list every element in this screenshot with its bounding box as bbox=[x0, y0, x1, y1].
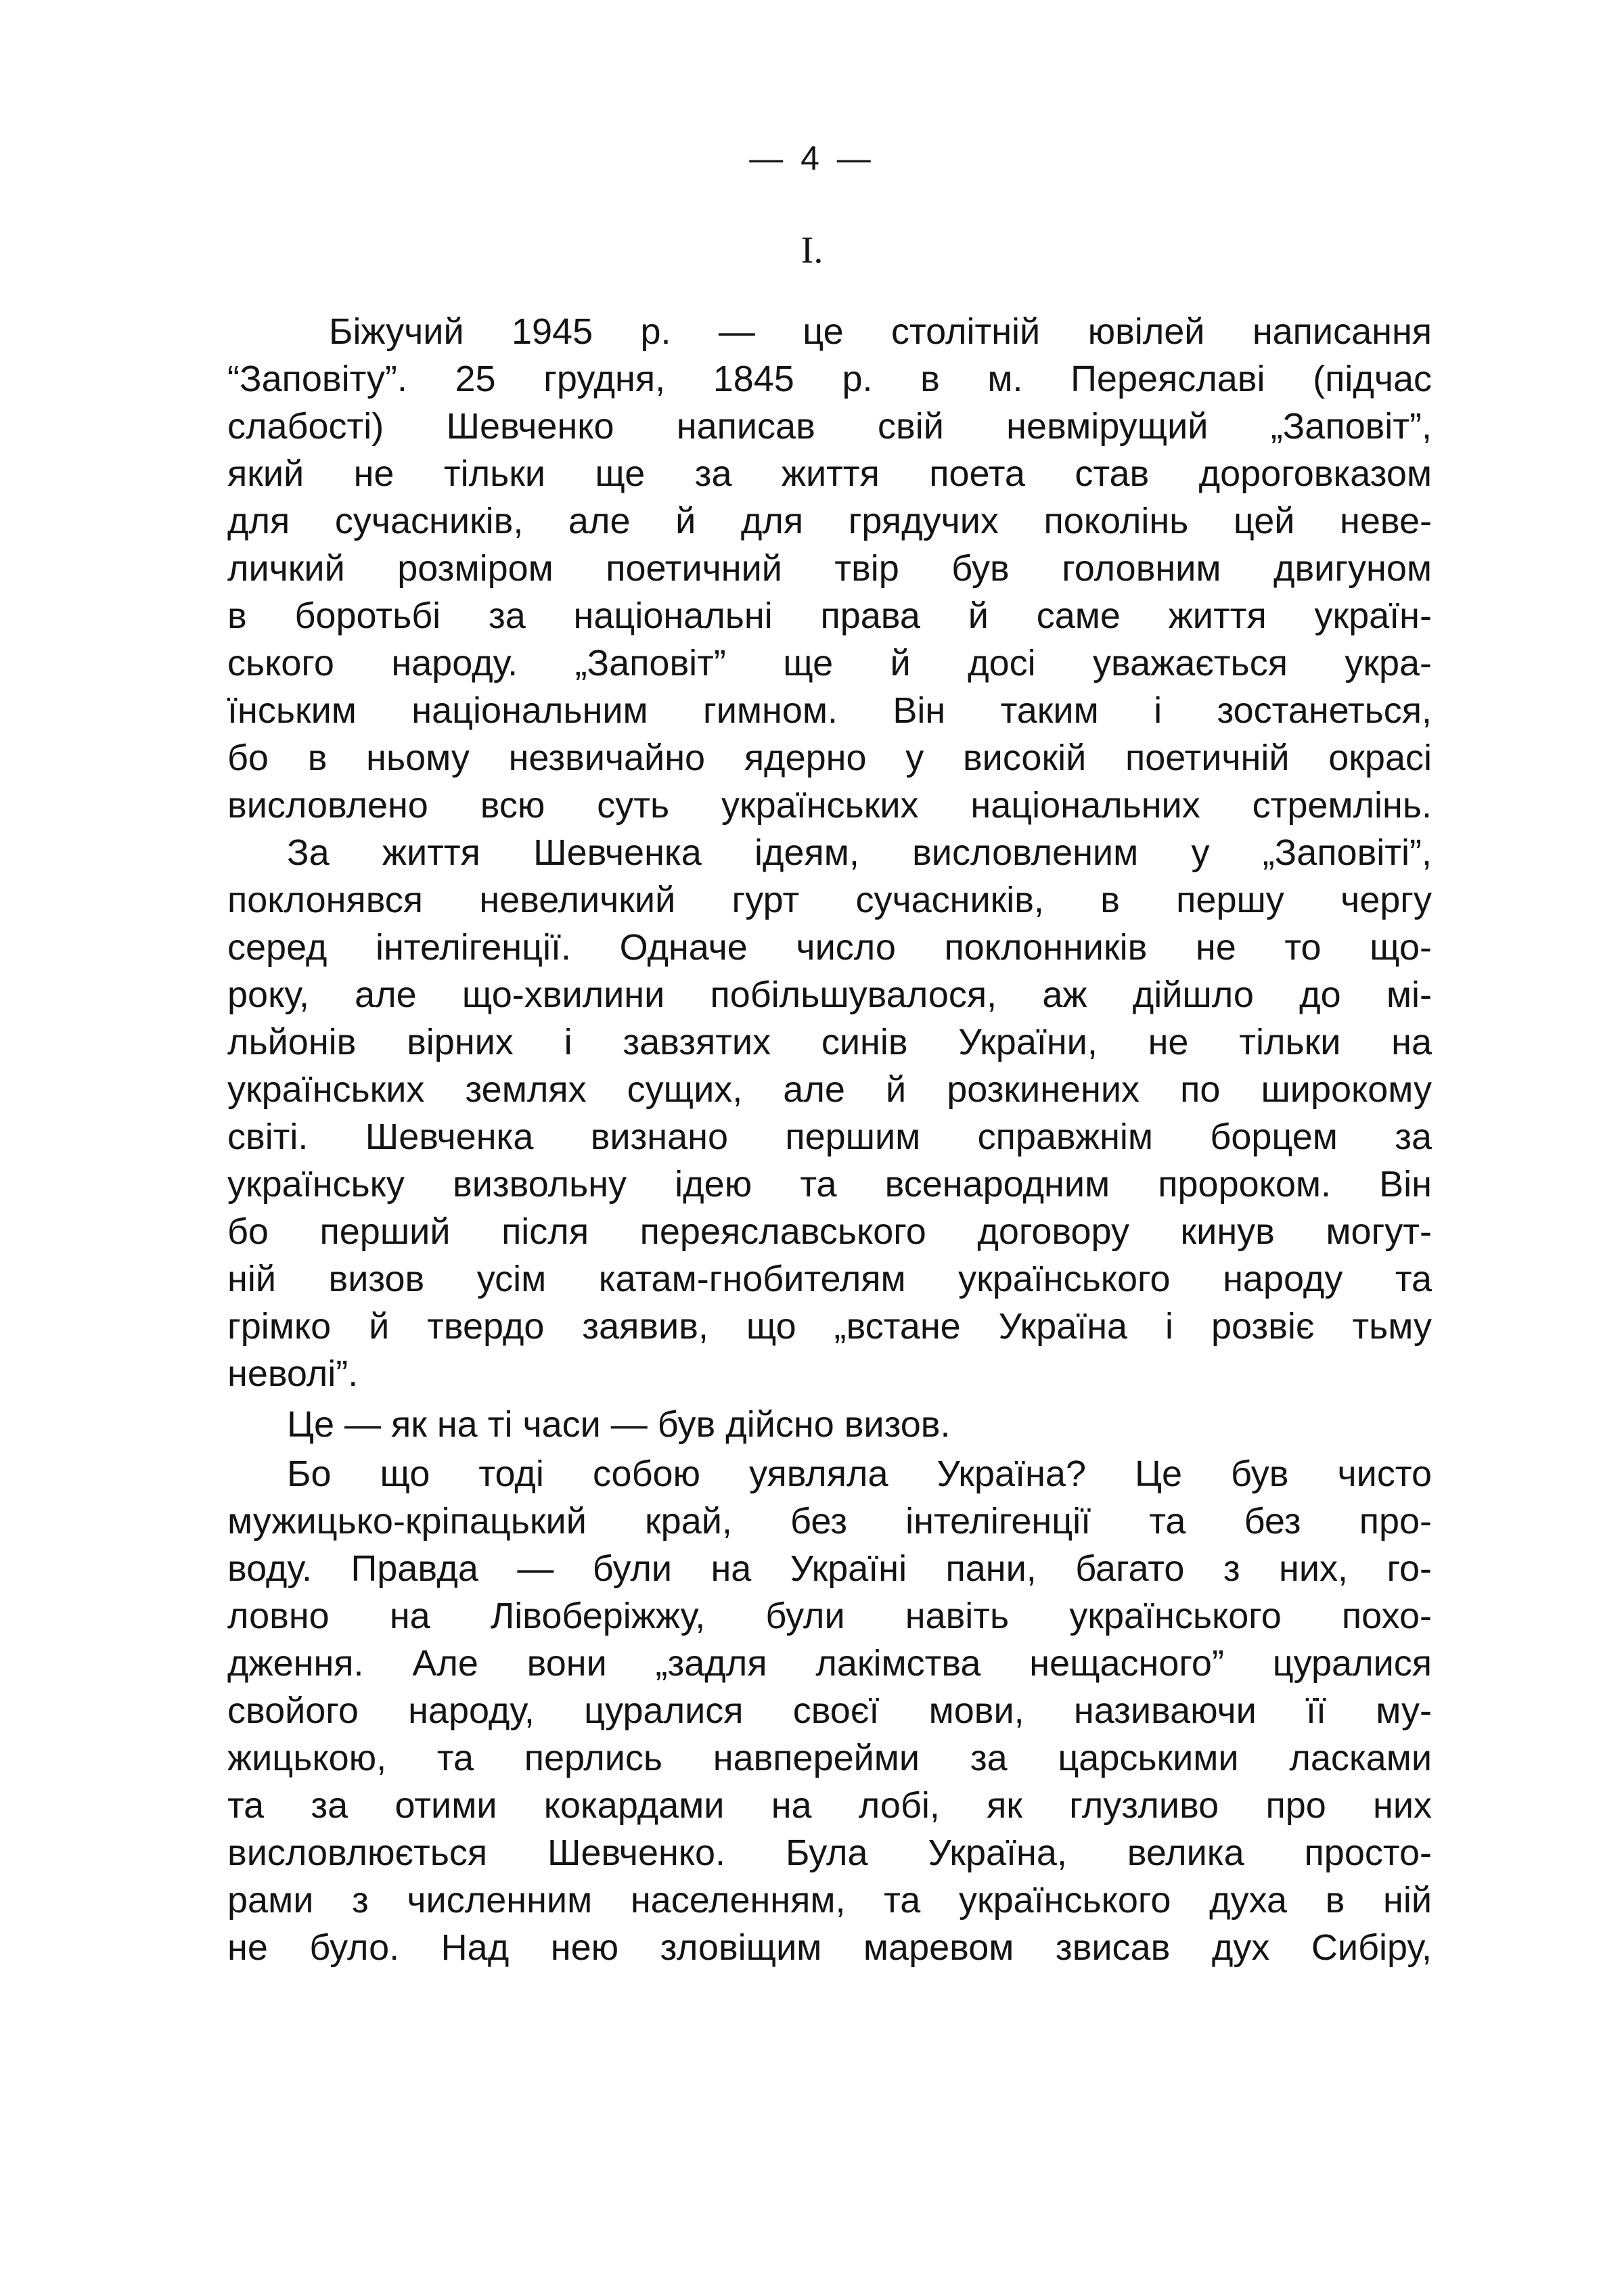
text-line: свойого народу, цуралися своєї мови, називаючи її му- bbox=[227, 1690, 1432, 1731]
text-line: Біжучий 1945 р. — це столітній ювілей написання bbox=[329, 311, 1432, 352]
text-line: Бо що тоді собою уявляла Україна? Це був чисто bbox=[287, 1454, 1432, 1494]
text-line: не було. Над нею зловіщим маревом звисав дух Сибіру, bbox=[227, 1927, 1432, 1968]
text-line: висловлюється Шевченко. Була Україна, велика просто- bbox=[227, 1833, 1432, 1873]
paragraph-2 bbox=[227, 829, 1432, 1397]
text-line: неволі”. bbox=[227, 1353, 359, 1394]
text-line: висловлено всю суть українських національних стремлінь. bbox=[227, 785, 1432, 826]
text-line: рами з численним населенням, та українського духа в ній bbox=[227, 1880, 1432, 1920]
page-number: — 4 — bbox=[749, 139, 875, 177]
text-line: Це — як на ті часи — був дійсно визов. bbox=[287, 1404, 951, 1445]
paragraph-3 bbox=[227, 1401, 1432, 1448]
text-line: бо в ньому незвичайно ядерно у високій поетичній окрасі bbox=[227, 738, 1432, 778]
text-line: льйонів вірних і завзятих синів України, не тільки на bbox=[227, 1022, 1432, 1062]
text-line: слабості) Шевченко написав свій невмірущий „Заповіт”, bbox=[227, 406, 1432, 447]
text-line: мужицько-кріпацький край, без інтелігенції та без про- bbox=[227, 1501, 1432, 1542]
text-line: українських землях сущих, але й розкинених по широкому bbox=[227, 1069, 1432, 1110]
text-line: для сучасників, але й для грядучих поколінь цей неве- bbox=[227, 501, 1432, 541]
text-line: личкий розміром поетичний твір був головним двигуном bbox=[227, 548, 1432, 589]
text-line: бо перший після переяславського договору кинув могут- bbox=[227, 1211, 1432, 1252]
text-line: року, але що-хвилини побільшувалося, аж дійшло до мі- bbox=[227, 974, 1432, 1015]
text-line: ловно на Лівоберіжжу, були навіть українського похо- bbox=[227, 1596, 1432, 1636]
text-line: їнським національним гимном. Він таким і зостанеться, bbox=[227, 690, 1432, 731]
text-line: серед інтелігенції. Одначе число поклонників не то що- bbox=[227, 927, 1432, 968]
text-line: світі. Шевченка визнано першим справжнім борцем за bbox=[227, 1117, 1432, 1157]
text-line: дження. Але вони „задля лакімства нещасного” цуралися bbox=[227, 1643, 1432, 1684]
text-line: ського народу. „Заповіт” ще й досі уважається укра- bbox=[227, 643, 1432, 683]
text-line: грімко й твердо заявив, що „встане Україна і розвіє тьму bbox=[227, 1306, 1432, 1347]
paragraph-1 bbox=[227, 308, 1432, 829]
text-line: та за отими кокардами на лобі, як глузливо про них bbox=[227, 1785, 1432, 1826]
text-line: “Заповіту”. 25 грудня, 1845 р. в м. Переяславі (підчас bbox=[227, 359, 1432, 399]
text-line: поклонявся невеличкий гурт сучасників, в першу чергу bbox=[227, 880, 1432, 920]
text-line: ній визов усім катам-гнобителям українського народу та bbox=[227, 1259, 1432, 1299]
text-line: воду. Правда — були на Україні пани, багато з них, го- bbox=[227, 1548, 1432, 1589]
text-line: який не тільки ще за життя поета став дороговказом bbox=[227, 453, 1432, 494]
text-line: в боротьбі за національні права й саме життя україн- bbox=[227, 596, 1432, 636]
paragraph-4 bbox=[227, 1450, 1432, 1971]
text-line: українську визвольну ідею та всенародним пророком. Він bbox=[227, 1164, 1432, 1205]
text-line: жицькою, та перлись навперейми за царськими ласками bbox=[227, 1738, 1432, 1778]
text-line: За життя Шевченка ідеям, висловленим у „Заповіті”, bbox=[287, 832, 1432, 873]
section-heading: I. bbox=[800, 229, 824, 271]
